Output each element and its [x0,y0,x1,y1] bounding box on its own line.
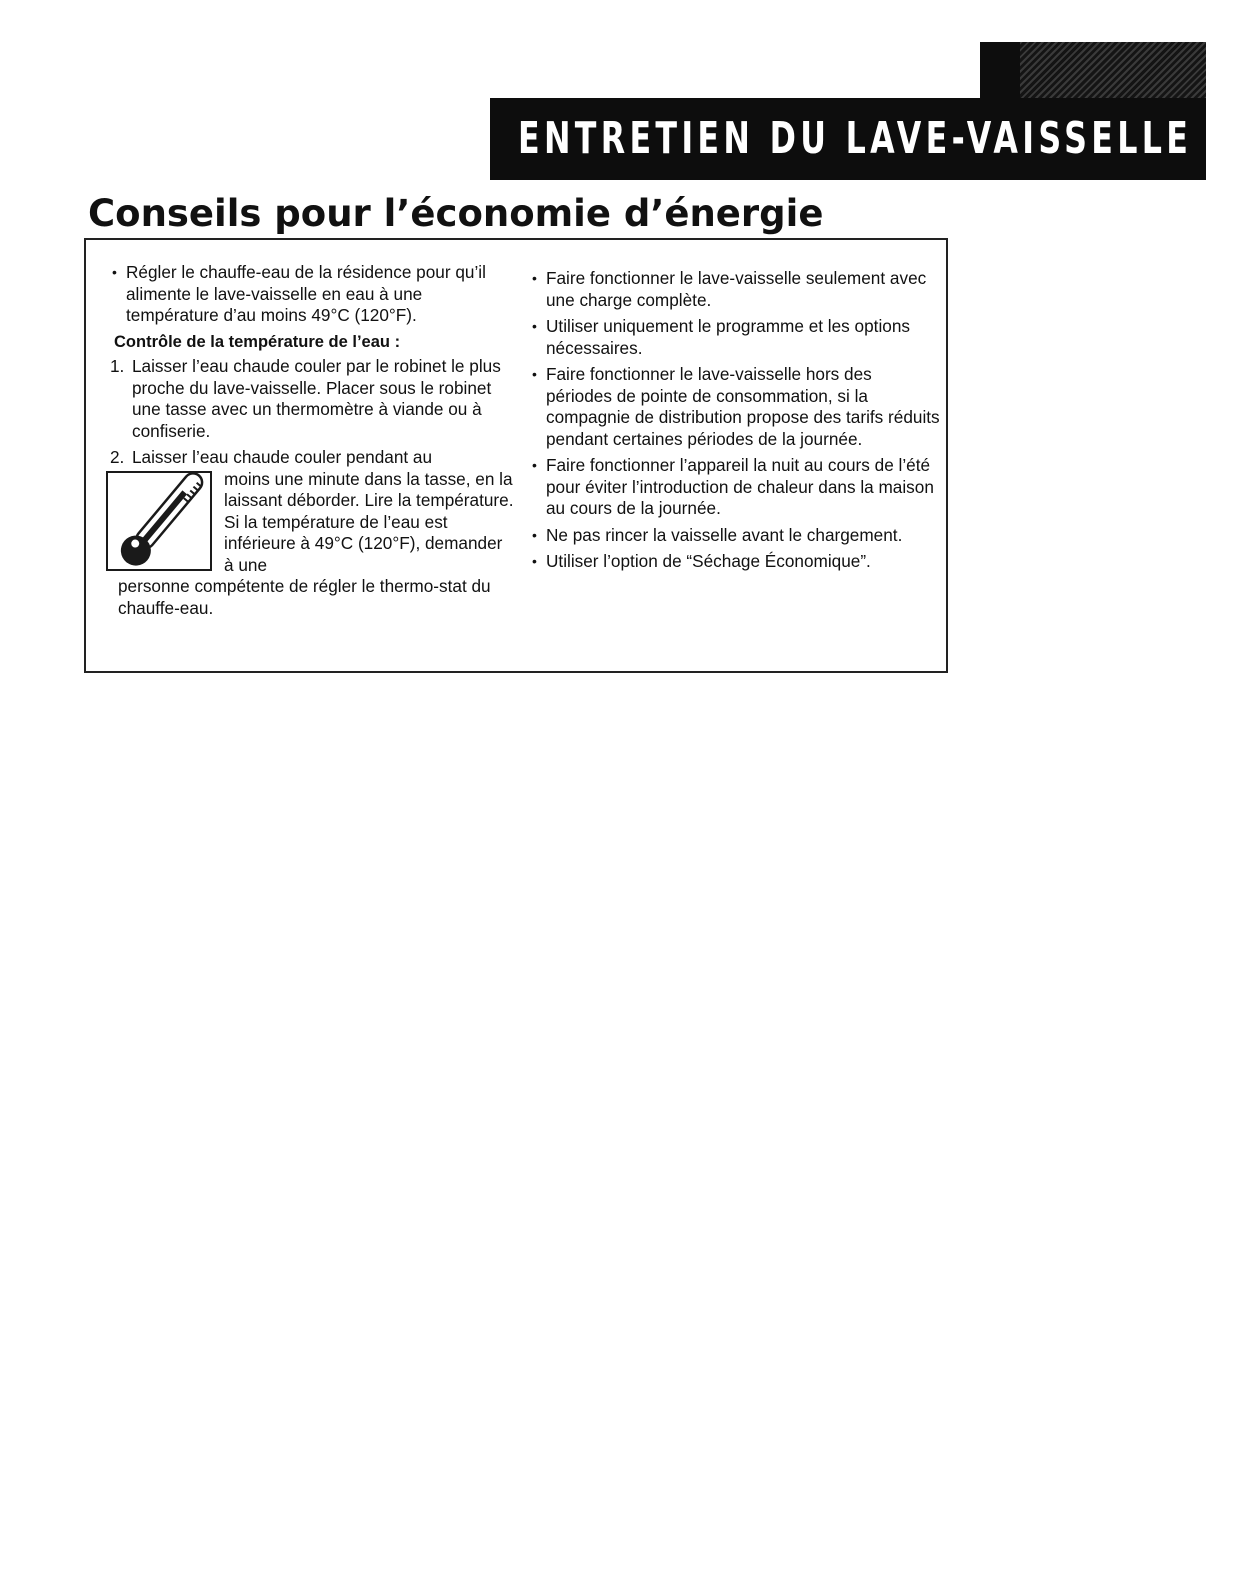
bullet-dot: • [532,526,537,543]
step-text-first-line: Laisser l’eau chaude couler pendant au [132,447,433,467]
step-text: Laisser l’eau chaude couler par le robinet le plus proche du lave-vaisselle. Placer sous le robinet une tasse avec un thermomètre à viande ou à confiserie. [132,356,501,441]
page-title: Conseils pour l’économie d’énergie [88,192,824,235]
section-heading: Contrôle de la température de l’eau : [114,332,401,351]
step-number: 2. [110,447,125,467]
bullet-dot: • [532,318,537,334]
step-1 [106,356,516,442]
tip-bullet [526,525,942,547]
tip-text: Faire fonctionner l’appareil la nuit au cours de l’été pour éviter l’introduction de chaleur dans la maison au cours de la journée. [546,455,934,518]
tip-text: Utiliser l’option de “Séchage Économique”. [546,551,871,571]
tip-bullet [526,268,942,311]
tip-bullet [526,364,942,450]
intro-bullet-text: Régler le chauffe-eau de la résidence pour qu’il alimente le lave-vaisselle en eau à une température d’au moins 49°C (120°F). [126,262,486,325]
tip-bullet [526,316,942,359]
right-column [526,268,942,578]
section-header-title: ENTRETIEN DU LAVE-VAISSELLE [518,113,1193,164]
tip-bullet [526,455,942,520]
bullet-dot: • [532,553,537,569]
left-column [106,262,516,624]
tip-text: Faire fonctionner le lave-vaisselle seulement avec une charge complète. [546,268,927,310]
tip-text: Utiliser uniquement le programme et les options nécessaires. [546,316,910,358]
step-number: 1. [110,356,125,376]
bullet-dot: • [112,264,117,280]
step-text-wrapped: moins une minute dans la tasse, en la laissant déborder. Lire la température. Si la température de l’eau est inférieure à 49°C (120°F), demander à une [224,468,514,575]
step-text-last: personne compétente de régler le thermo-stat du chauffe-eau. [118,576,491,618]
step-2 [106,447,516,619]
bullet-dot: • [532,457,537,473]
thermometer-icon [106,471,212,571]
intro-bullet [106,262,516,327]
bullet-dot: • [532,366,537,382]
tip-text: Faire fonctionner le lave-vaisselle hors des périodes de pointe de consommation, si la compagnie de distribution propose des tarifs réduits pendant certaines périodes de la journée. [546,364,940,449]
bullet-dot: • [532,270,537,286]
tip-text: Ne pas rincer la vaisselle avant le chargement. [546,524,903,545]
thermometer-illustration [106,471,214,575]
tip-bullet [526,551,942,573]
